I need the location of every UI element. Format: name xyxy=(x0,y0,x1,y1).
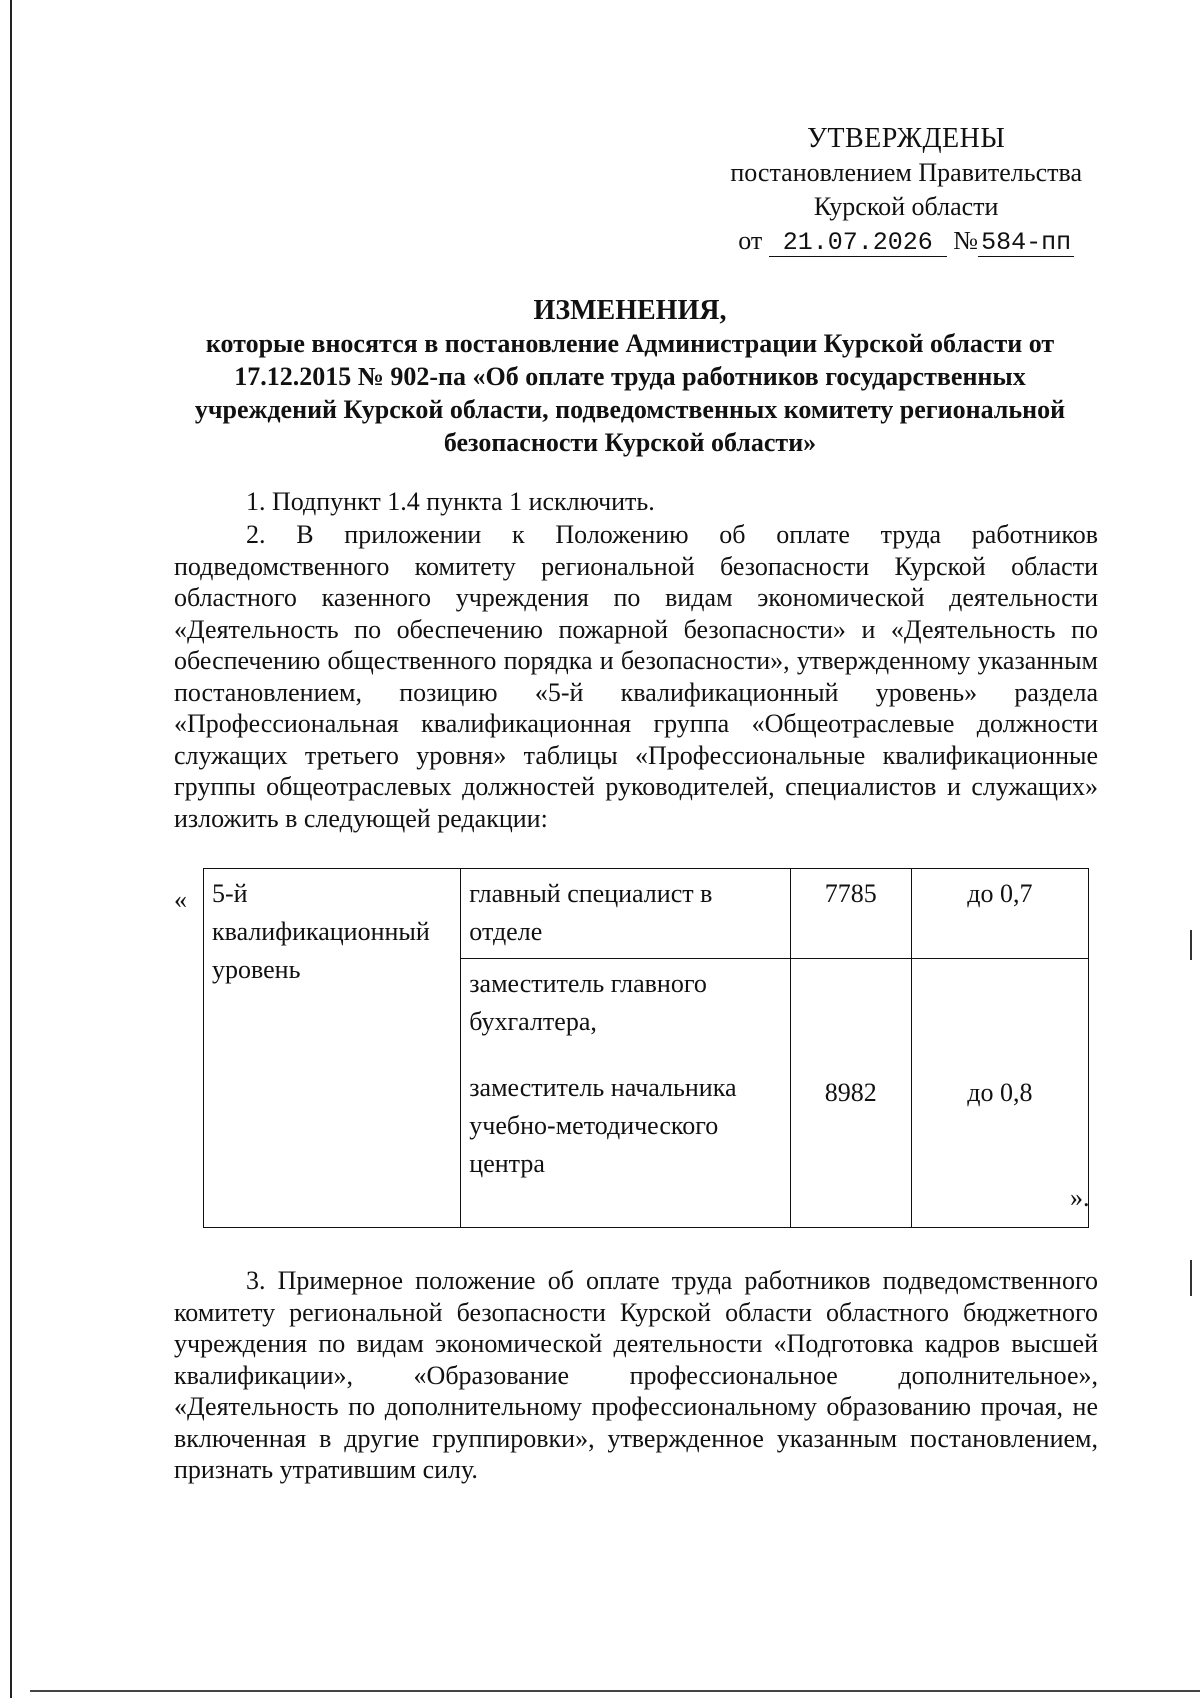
salary-cell: 7785 xyxy=(790,869,911,959)
coefficient-cell: до 0,7 xyxy=(911,869,1088,959)
table-quote-close: ». xyxy=(1070,1183,1090,1212)
level-cell: 5-й квалификационный уровень xyxy=(204,869,461,1228)
heading-title: ИЗМЕНЕНИЯ, xyxy=(533,295,727,326)
paragraph-2: 2. В приложении к Положению об оплате труда работников подведомственного комитету региональной безопасности Курской области областного казенного учреждения по видам экономической деятельности «Деятельность по обеспечению пожарной безопасности» и «Деятельность по обеспечению общественного порядка и безопасности», утвержденному указанным постановлением, позицию «5-й квалификационный уровень» раздела «Профессиональная квалификационная группа «Общеотраслевые должности служащих третьего уровня» таблицы «Профессиональные квалификационные группы общеотраслевых должностей руководителей, специалистов и служащих» изложить в следующей редакции: xyxy=(174,520,1098,833)
position-cell xyxy=(461,959,790,1228)
approval-date: 21.07.2026 xyxy=(769,230,947,257)
page-bottom-edge xyxy=(30,1690,1200,1692)
coefficient-cell: до 0,8 xyxy=(911,959,1088,1228)
paragraph-3: 3. Примерное положение об оплате труда работников подведомственного комитету региональной безопасности Курской области областного бюджетного учреждения по видам экономической деятельности «Подготовка кадров высшей квалификации», «Образование профессиональное дополнительное», «Деятельность по дополнительному профессиональному образованию прочая, не включенная в другие группировки», утвержденное указанным постановлением, признать утратившим силу. xyxy=(174,1266,1098,1484)
table-quote-open: « xyxy=(174,885,187,914)
approval-number: 584-пп xyxy=(978,230,1074,257)
salary-cell: 8982 xyxy=(790,959,911,1228)
position-cell: главный специалист в отделе xyxy=(461,869,790,959)
paragraph-1: 1. Подпункт 1.4 пункта 1 исключить. xyxy=(246,487,655,516)
approval-title: УТВЕРЖДЕНЫ xyxy=(807,123,1006,154)
number-label: № xyxy=(953,226,979,255)
qualification-table xyxy=(203,868,1089,1228)
scan-mark xyxy=(1190,1260,1192,1296)
approval-date-row xyxy=(730,224,1082,258)
document-heading xyxy=(160,294,1100,459)
heading-subtitle: которые вносятся в постановление Администрации Курской области от 17.12.2015 № 902-па «Об оплате труда работников государственных учреждений Курской области, подведомственных комитету региональной безопасности Курской области» xyxy=(194,329,1066,457)
from-label: от xyxy=(738,226,763,255)
approval-line-1: постановлением Правительства xyxy=(730,158,1082,187)
approval-line-2: Курской области xyxy=(813,192,999,221)
page-left-edge xyxy=(10,0,12,1698)
approval-block xyxy=(730,122,1082,258)
position-a: заместитель главного бухгалтера, xyxy=(469,969,707,1036)
scan-mark xyxy=(1190,930,1192,960)
position-b: заместитель начальника учебно-методического центра xyxy=(469,1073,737,1178)
